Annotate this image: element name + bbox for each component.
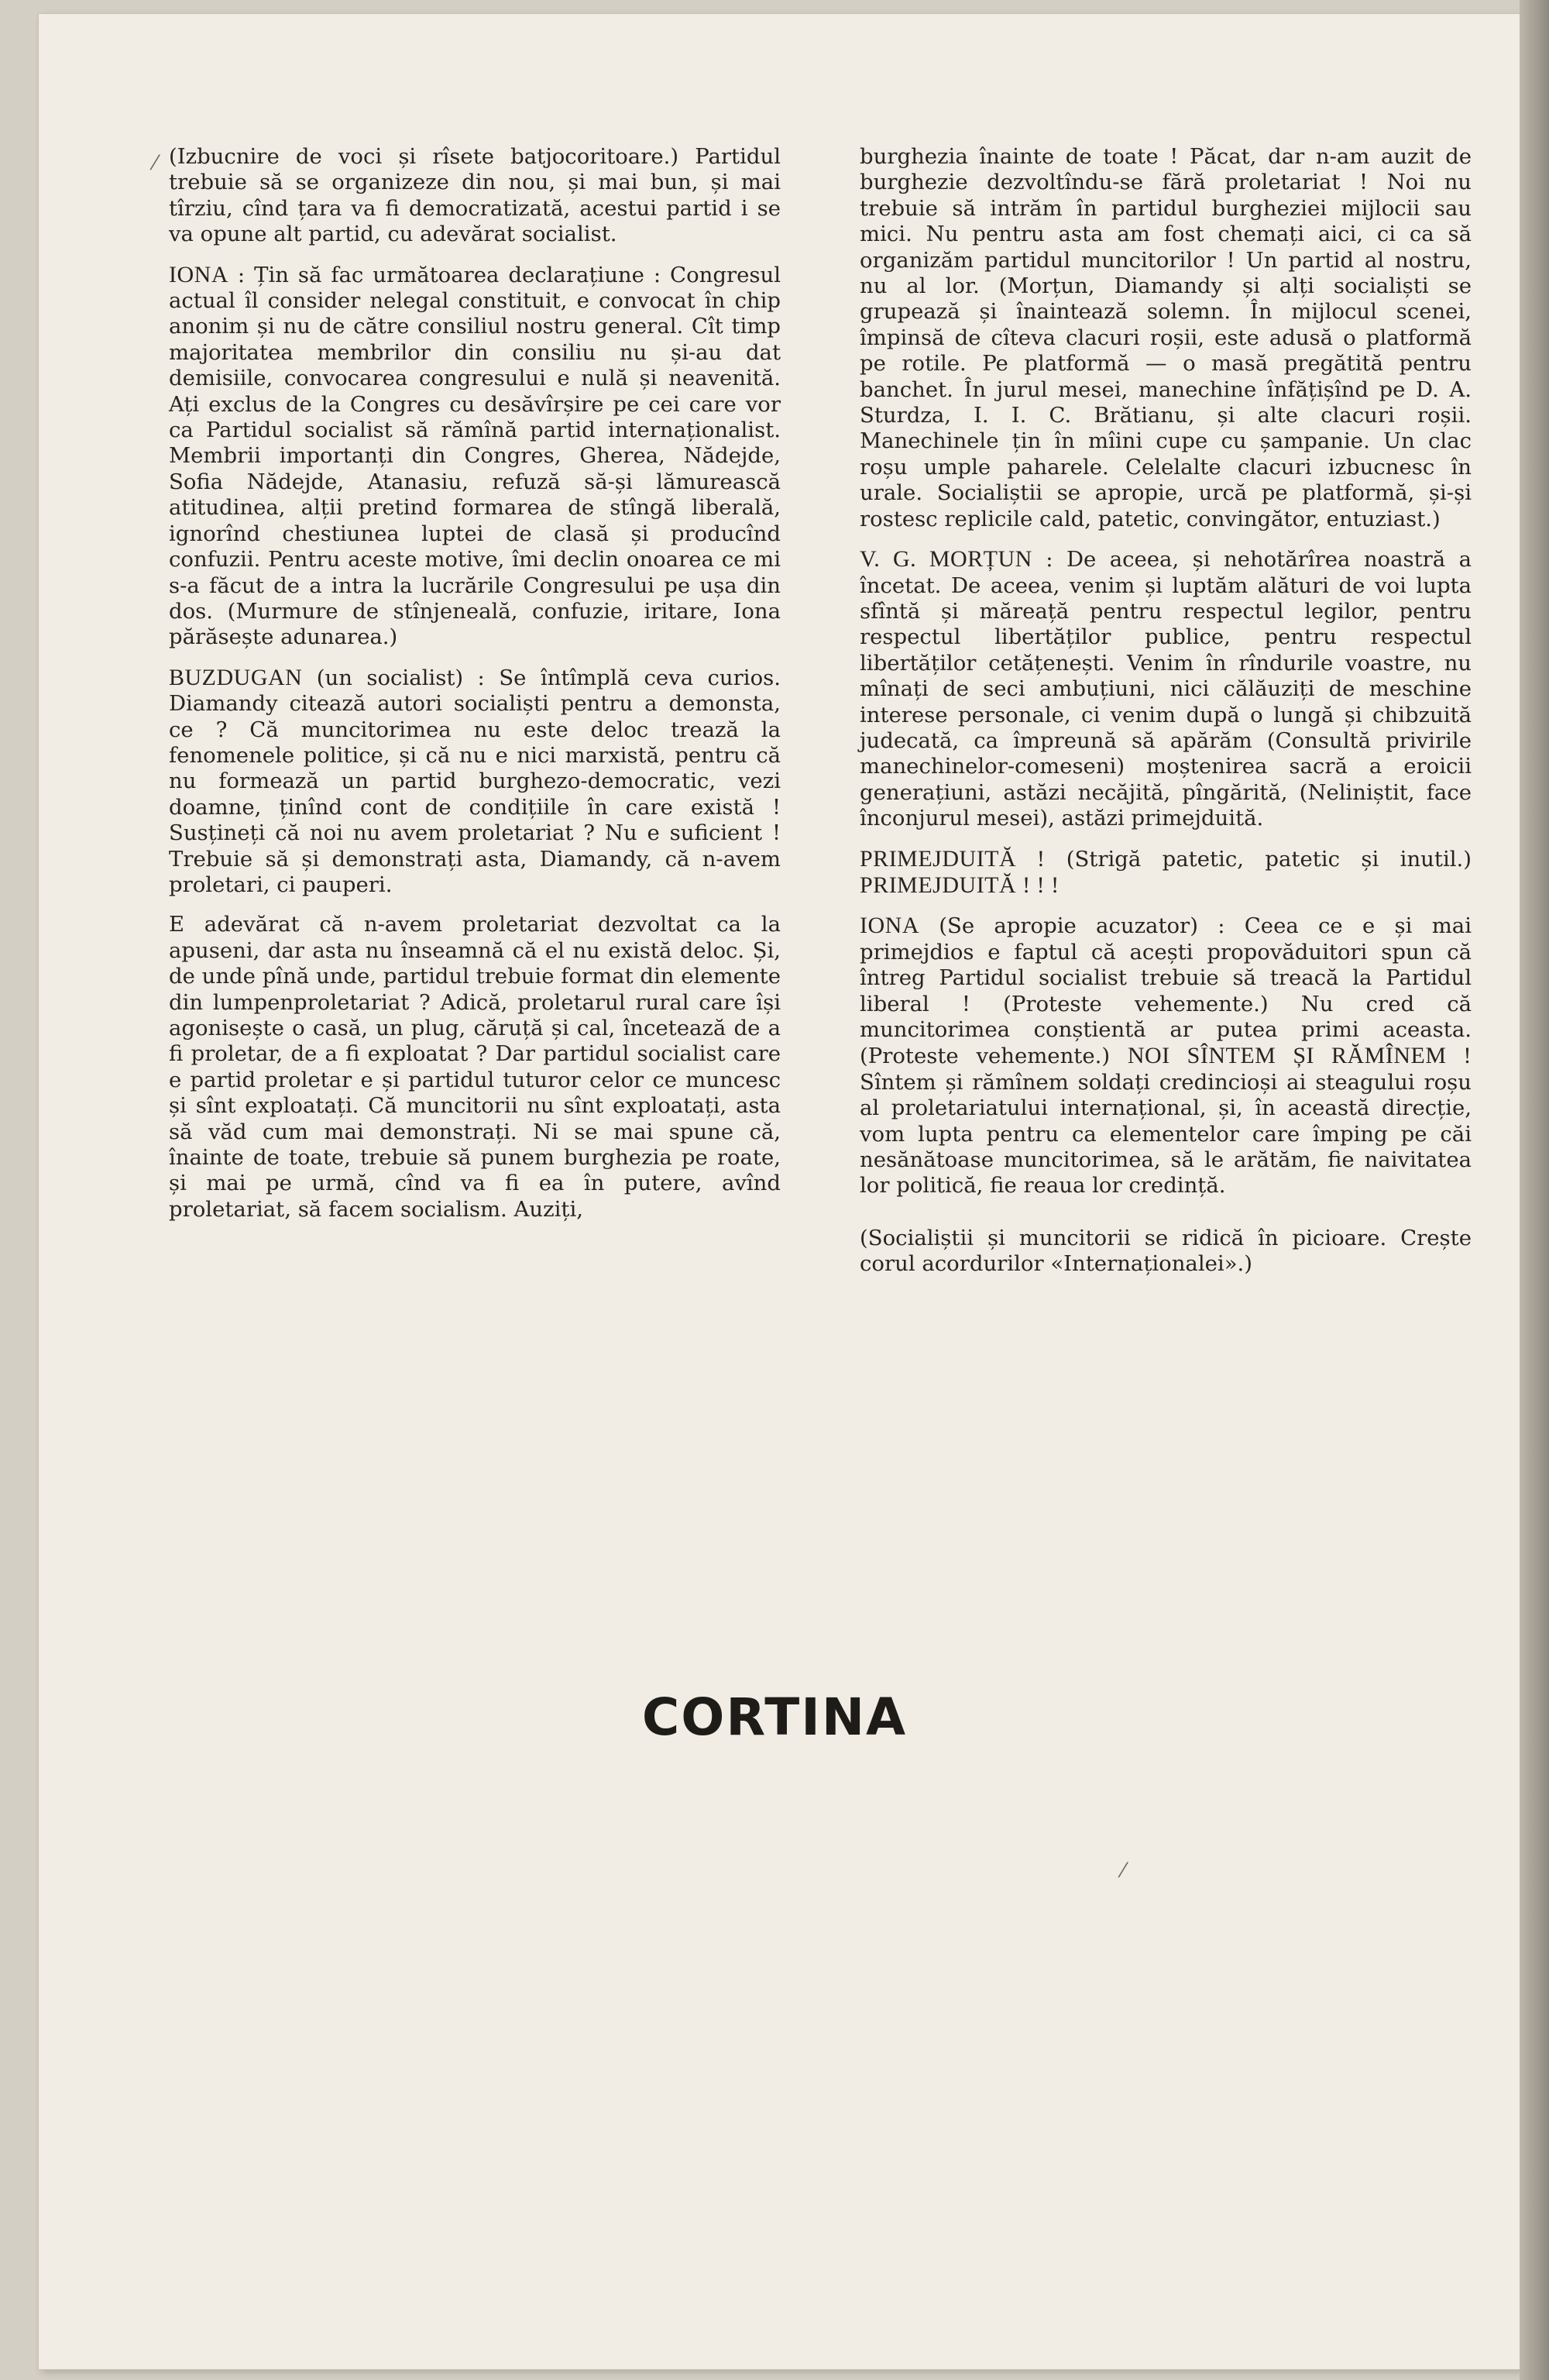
right-column: [860, 144, 1472, 1291]
paragraph-text: Sîntem și rămînem soldați credincioși ai steagului roșu al proletariatului internațional, și, în această direcție, vom lupta pentru ca elementelor care împing pe căi nesănătoase muncitorimea, să le arătăm, fie naivitatea lor politică, fie reaua lor credință.: [860, 1069, 1472, 1199]
paragraph: [169, 262, 781, 651]
pen-mark-bottom: ⁄: [1121, 1859, 1125, 1883]
left-column: [169, 144, 781, 1236]
paragraph: [860, 546, 1472, 831]
paragraph: E adevărat că n-avem proletariat dezvoltat ca la apuseni, dar asta nu înseamnă că el nu există deloc. Și, de unde pînă unde, partidul trebuie format din elemente din lumpenproletariat ? Adică, proletarul rural care își agonisește o casă, un plug, căruță și cal, încetează de a fi proletar, de a fi exploatat ? Dar partidul socialist care e partid proletar e și partidul tuturor celor ce muncesc și sînt exploatați. Că muncitorii nu sînt exploatați, asta să văd cum mai demonstrați. Ni se mai spune că, înainte de toate, trebuie să punem burghezia pe roate, și mai pe urmă, cînd va fi ea în putere, avînd proletariat, să facem socialism. Auziți,: [169, 912, 781, 1222]
speaker-name: IONA: [169, 261, 228, 287]
speaker-name: BUZDUGAN: [169, 664, 303, 690]
exclamation: PRIMEJDUITĂ !: [860, 845, 1046, 872]
paragraph: (Izbucnire de voci și rîsete batjocoritoare.) Partidul trebuie să se organizeze din nou, și mai bun, și mai tîrziu, cînd țara va fi democratizată, acestui partid i se va opune alt partid, cu adevărat socialist.: [169, 144, 781, 247]
paragraph-text: : Țin să fac următoarea declarațiune : Congresul actual îl consider nelegal constituit, e convocat în chip anonim și nu de către consiliul nostru general. Cît timp majoritatea membrilor din consiliu nu și-au dat demisiile, convocarea congresului e nulă și neavenită. Ați exclus de la Congres cu desăvîrșire pe cei care vor ca Partidul socialist să rămînă partid internaționalist. Membrii importanți din Congres, Gherea, Nădejde, Sofia Nădejde, Atanasiu, refuză să-și lămurească atitudinea, alții pretind formarea de stîngă liberală, ignorînd chestiunea luptei de clasă și producînd confuzii. Pentru aceste motive, îmi declin onoarea ce mi s-a făcut de a intra la lucrările Congresului pe ușa din dos. (Murmure de stînjeneală, confuzie, iritare, Iona părăsește adunarea.): [169, 262, 781, 650]
stage-direction: (Socialiștii și muncitorii se ridică în picioare. Crește corul acordurilor «Internaționalei».): [860, 1225, 1472, 1277]
paragraph: burghezia înainte de toate ! Păcat, dar n-am auzit de burghezie dezvoltîndu-se fără proletariat ! Noi nu trebuie să intrăm în partidul burgheziei mijlocii sau mici. Nu pentru asta am fost chemați aici, ci ca să organizăm partidul muncitorilor ! Un partid al nostru, nu al lor. (Morțun, Diamandy și alți socialiști se grupează și înaintează solemn. În mijlocul scenei, împinsă de cîteva clacuri roșii, este adusă o platformă pe rotile. Pe platformă — o masă pregătită pentru banchet. În jurul mesei, manechine înfățișînd pe D. A. Sturdza, I. I. C. Brătianu, și alte clacuri roșii. Manechinele țin în mîini cupe cu șampanie. Un clac roșu umple paharele. Celelalte clacuri izbucnesc în urale. Socialiștii se apropie, urcă pe platformă, și-și rostesc replicile cald, patetic, convingător, entuziast.): [860, 144, 1472, 531]
paragraph: [860, 913, 1472, 1199]
paragraph: [860, 846, 1472, 899]
paragraph-text: : De aceea, și nehotărîrea noastră a încetat. De aceea, venim și luptăm alături de voi lupta sfîntă și măreață pentru respectul legilor, pentru respectul libertăților publice, pentru respectul libertăților cetățenești. Venim în rîndurile voastre, nu mînați de seci ambuțiuni, nici călăuziți de meschine interese personale, ci venim după o lungă și chibzuită judecată, ca împreună să apărăm (Consultă privirile manechinelor-comeseni) moștenirea sacră a eroicii generațiuni, astăzi necăjită, pîngărită, (Neliniștit, face înconjurul mesei), astăzi primejduită.: [860, 547, 1472, 831]
paragraph-text: (Se apropie acuzator) : Ceea ce e și mai primejdios e faptul că acești propovăduitori spun că întreg Partidul socialist trebuie să treacă la Partidul liberal ! (Proteste vehemente.) Nu cred că muncitorimea conștientă ar putea primi aceasta. (Proteste vehemente.): [860, 913, 1472, 1069]
curtain-title: CORTINA: [641, 1687, 908, 1747]
paragraph-text: (Strigă patetic, patetic și inutil.): [1045, 846, 1472, 872]
exclamation: PRIMEJDUITĂ ! ! !: [860, 872, 1060, 898]
exclamation: NOI SÎNTEM ȘI RĂMÎNEM !: [1127, 1043, 1472, 1069]
page-edge: [1520, 0, 1549, 2380]
paragraph-text: (un socialist) : Se întîmplă ceva curios. Diamandy citează autori socialiști pentru a demonsta, ce ? Că muncitorimea nu este deloc trează la fenomenele politice, și că nu e nici marxistă, pentru că nu formează un partid burghezo-democratic, vezi doamne, ținînd cont de condițiile în care există ! Susțineți că noi nu avem proletariat ? Nu e suficient ! Trebuie să și demonstrați asta, Diamandy, că n-avem proletari, ci pauperi.: [169, 665, 781, 897]
speaker-name: IONA: [860, 913, 919, 939]
pen-mark-top: ⁄: [153, 152, 157, 175]
speaker-name: V. G. MORȚUN: [860, 546, 1032, 573]
paragraph: [169, 665, 781, 899]
